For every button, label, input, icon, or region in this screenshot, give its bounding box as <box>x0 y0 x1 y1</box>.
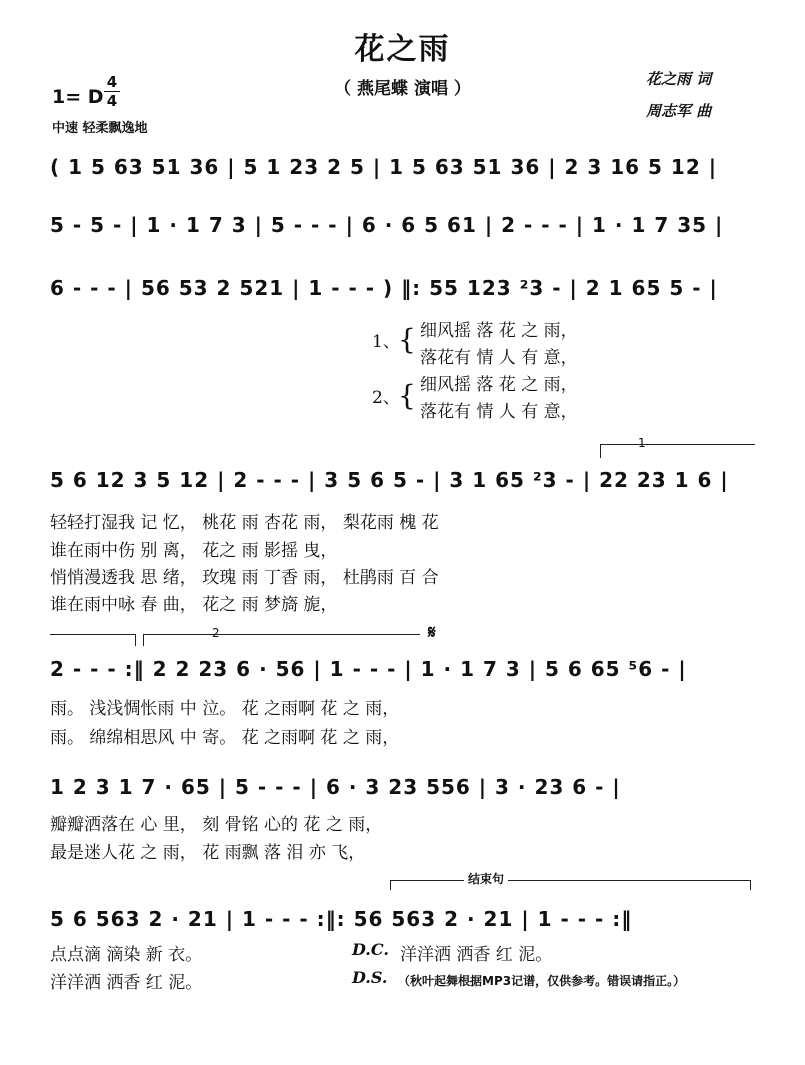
volta-1-end-tick <box>135 634 136 646</box>
lyric-row4-line2: 谁在雨中伤 别 离， 花之 雨 影摇 曳， <box>50 541 338 561</box>
volta-2-line <box>143 634 420 635</box>
tempo-marking: 中速 轻柔飘逸地 <box>52 121 148 136</box>
lyric-intro-v2a: 细风摇 落 花 之 雨， <box>420 375 578 395</box>
score-row-7: 5 6 563 2 · 21 | 1 - - - :‖: 56 563 2 · 21 | 1 - - - :‖ <box>50 907 633 931</box>
lyricist: 花之雨 词 <box>646 70 712 88</box>
lyric-row7-line1b: 洋洋洒 洒香 红 泥。 <box>400 945 553 965</box>
verse-2-brace: { <box>398 379 416 412</box>
lyric-row7-line2a: 洋洋洒 洒香 红 泥。 <box>50 973 203 993</box>
volta-1-line <box>600 444 755 445</box>
lyric-row5-line2: 雨。 绵绵相思风 中 寄。 花 之雨啊 花 之 雨， <box>50 728 400 748</box>
volta-1-label: 1 <box>638 436 646 450</box>
score-row-2: 5 - 5 - | 1 · 1 7 3 | 5 - - - | 6 · 6 5 61 | 2 - - - | 1 · 1 7 35 | <box>50 213 724 237</box>
ending-bracket-left <box>390 880 391 890</box>
score-row-5: 2 - - - :‖ 2 2 23 6 · 56 | 1 - - - | 1 · 1 7 3 | 5 6 65 ⁵6 - | <box>50 657 687 681</box>
ending-bracket-right <box>750 880 751 890</box>
verse-1-brace: { <box>398 323 416 356</box>
lyric-row6-line2: 最是迷人花 之 雨， 花 雨飘 落 泪 亦 飞， <box>50 843 366 863</box>
key-signature: 1= D <box>52 86 104 108</box>
lyric-row5-line1: 雨。 浅浅惆怅雨 中 泣。 花 之雨啊 花 之 雨， <box>50 699 400 719</box>
time-sig-top: 4 <box>106 73 118 91</box>
lyric-row6-line1: 瓣瓣洒落在 心 里， 刻 骨铭 心的 花 之 雨， <box>50 815 383 835</box>
transcription-note: （秋叶起舞根据MP3记谱，仅供参考。错误请指正。） <box>398 974 686 988</box>
score-row-1: ( 1 5 63 51 36 | 5 1 23 2 5 | 1 5 63 51 36 | 2 3 16 5 12 | <box>50 155 718 179</box>
composer: 周志军 曲 <box>646 102 712 120</box>
score-row-4: 5 6 12 3 5 12 | 2 - - - | 3 5 6 5 - | 3 1 65 ²3 - | 22 23 1 6 | <box>50 468 729 492</box>
ds-mark: D.S. <box>352 968 388 987</box>
volta-2-tick <box>143 634 144 646</box>
lyric-intro-v2b: 落花有 情 人 有 意， <box>420 402 578 422</box>
song-title: 花之雨 <box>354 32 451 67</box>
lyric-row7-line1a: 点点滴 滴染 新 衣。 <box>50 945 203 965</box>
volta-2-label: 2 <box>212 626 220 640</box>
dc-mark: D.C. <box>352 940 389 959</box>
ending-bracket-line <box>390 880 750 881</box>
lyric-row4-line1: 轻轻打湿我 记 忆， 桃花 雨 杏花 雨， 梨花雨 槐 花 <box>50 513 439 533</box>
volta-1-tick <box>600 444 601 458</box>
singer-credit: （ 燕尾蝶 演唱 ） <box>334 79 471 99</box>
lyric-row4-line4: 谁在雨中咏 春 曲， 花之 雨 梦旖 旎， <box>50 595 338 615</box>
verse-2-label: 2、 <box>372 388 400 408</box>
score-row-3: 6 - - - | 56 53 2 521 | 1 - - - ) ‖: 55 123 ²3 - | 2 1 65 5 - | <box>50 276 718 300</box>
time-sig-bottom: 4 <box>106 92 118 110</box>
ending-label: 结束句 <box>464 870 508 887</box>
verse-1-label: 1、 <box>372 332 400 352</box>
lyric-row4-line3: 悄悄漫透我 思 绪， 玫瑰 雨 丁香 雨， 杜鹃雨 百 合 <box>50 568 439 588</box>
lyric-intro-v1b: 落花有 情 人 有 意， <box>420 348 578 368</box>
segno-mark: 𝄋 <box>428 622 436 643</box>
score-row-6: 1 2 3 1 7 · 65 | 5 - - - | 6 · 3 23 556 | 3 · 23 6 - | <box>50 775 621 799</box>
time-signature <box>104 74 120 109</box>
volta-1-continuation <box>50 634 135 635</box>
lyric-intro-v1a: 细风摇 落 花 之 雨， <box>420 321 578 341</box>
